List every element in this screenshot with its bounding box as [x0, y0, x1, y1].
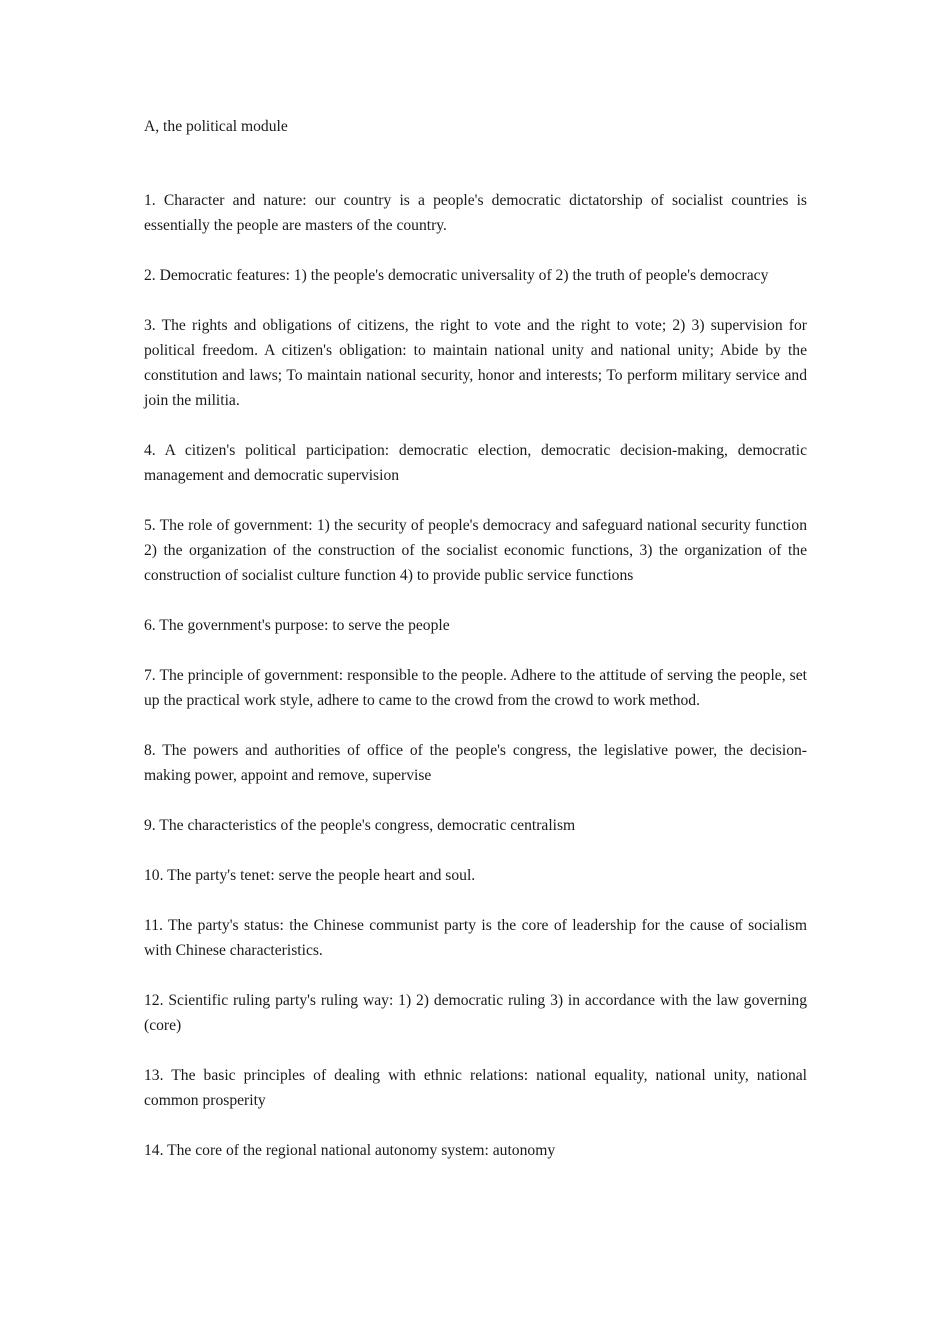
paragraph-5: 5. The role of government: 1) the security of people's democracy and safeguard national security function 2) the organization of the construction of the socialist economic functions, 3) the organization of the construction of socialist culture function 4) to provide public service functions [144, 517, 807, 584]
paragraph-2: 2. Democratic features: 1) the people's democratic universality of 2) the truth of people's democracy [144, 267, 769, 284]
paragraph-6: 6. The government's purpose: to serve the people [144, 617, 450, 634]
paragraph-1: 1. Character and nature: our country is a people's democratic dictatorship of socialist countries is essentially the people are masters of the country. [144, 192, 807, 234]
paragraph-8: 8. The powers and authorities of office of the people's congress, the legislative power, the decision-making power, appoint and remove, supervise [144, 742, 807, 784]
section-heading: A, the political module [144, 118, 288, 135]
paragraph-4: 4. A citizen's political participation: democratic election, democratic decision-making, democratic management and democratic supervision [144, 442, 807, 484]
paragraph-13: 13. The basic principles of dealing with ethnic relations: national equality, national unity, national common prosperity [144, 1067, 807, 1109]
paragraph-12: 12. Scientific ruling party's ruling way: 1) 2) democratic ruling 3) in accordance with the law governing (core) [144, 992, 807, 1034]
paragraph-3: 3. The rights and obligations of citizens, the right to vote and the right to vote; 2) 3) supervision for political freedom. A citizen's obligation: to maintain national unity and national unity; Abide by the constitution and laws; To maintain national security, honor and interests; To perform military service and join the militia. [144, 317, 807, 409]
paragraph-14: 14. The core of the regional national autonomy system: autonomy [144, 1142, 556, 1159]
paragraph-7: 7. The principle of government: responsible to the people. Adhere to the attitude of serving the people, set up the practical work style, adhere to came to the crowd from the crowd to work method. [144, 667, 807, 709]
document-page [144, 114, 807, 1188]
paragraph-9: 9. The characteristics of the people's congress, democratic centralism [144, 817, 576, 834]
paragraph-10: 10. The party's tenet: serve the people heart and soul. [144, 867, 476, 884]
paragraph-11: 11. The party's status: the Chinese communist party is the core of leadership for the cause of socialism with Chinese characteristics. [144, 917, 807, 959]
